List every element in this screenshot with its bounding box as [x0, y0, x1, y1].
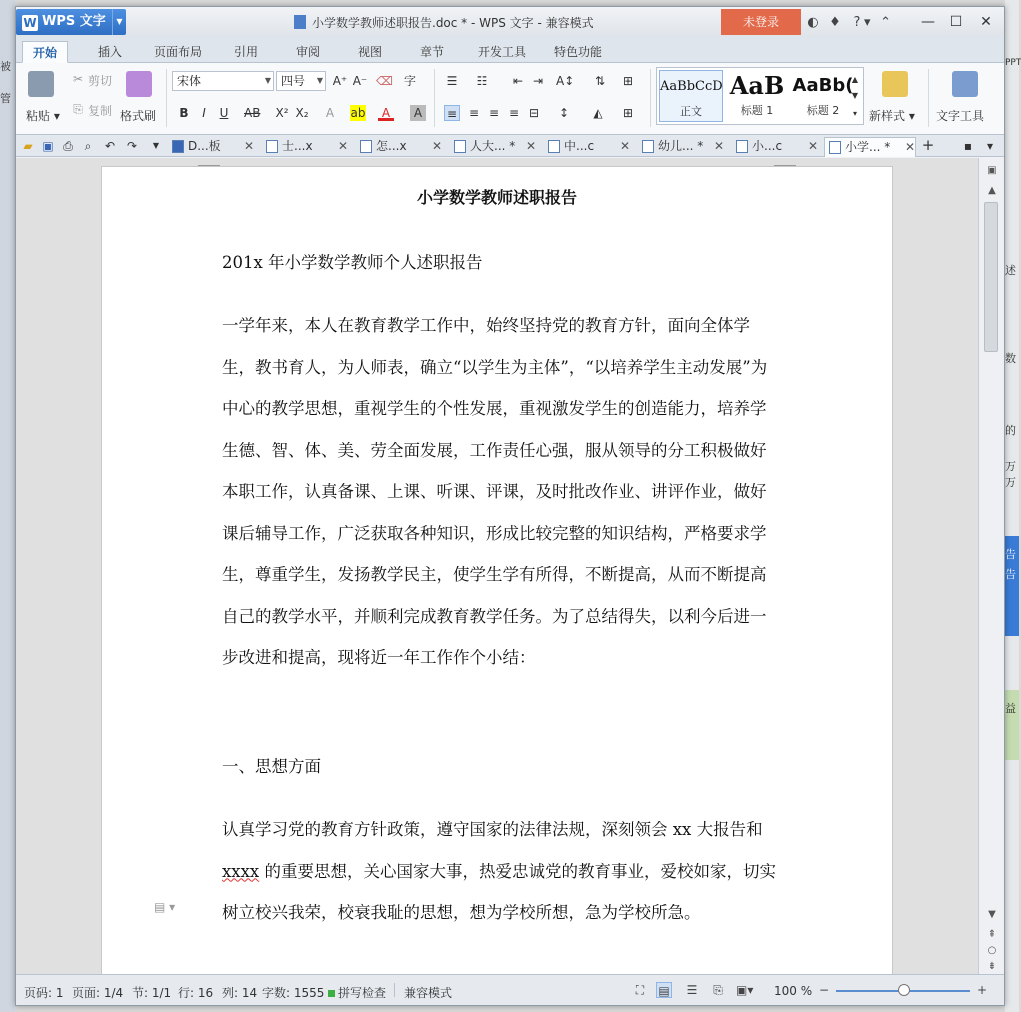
bullets-icon[interactable]: ☰	[446, 74, 458, 88]
text-effect-icon[interactable]: A	[325, 106, 335, 120]
document-paragraph-1: 一学年来，本人在教育教学工作中，始终坚持党的教育方针，面向全体学生，教书育人，为人师表，确立“以学生为主体”，“以培养学生主动发展”为中心的教学思想，重视学生的个性发展，重视激发学生的创造能力，培养学生德、智、体、美、劳全面发展，工作责任心强，服从领导的分工积极做好本职工作，认真备课、上课、听课、评课，及时批改作业、讲评作业，做好课后辅导工作，广泛获取各种知识，形成比较完整的知识结构，严格要求学生，尊重学生，发扬教学民主，使学生学有所得，不断提高，从而不断提高自己的教学水平，并顺利完成教育教学任务。为了总结得失，以利今后进一步改进和提高，现将近一年工作作个小结：	[222, 316, 768, 667]
desktop-text: 被	[0, 60, 11, 73]
open-folder-icon[interactable]: ▰	[23, 139, 33, 153]
status-section[interactable]: 节: 1/1	[132, 986, 172, 1000]
tab-review[interactable]: 审阅	[296, 45, 321, 59]
format-painter-button[interactable]: 格式刷	[120, 109, 157, 123]
doc-tab-label: 中...c	[564, 139, 595, 153]
previous-page-icon[interactable]: ⇞	[987, 929, 997, 940]
desktop-text: 的	[1005, 424, 1016, 437]
document-heading: 小学数学教师述职报告	[416, 188, 577, 207]
wps-window	[15, 6, 1005, 1006]
font-size-value: 四号	[281, 74, 306, 88]
doc-tab[interactable]	[168, 137, 254, 157]
zoom-slider-handle[interactable]	[898, 984, 910, 996]
close-icon[interactable]: ✕	[431, 139, 442, 153]
superscript-icon[interactable]: X²	[275, 106, 289, 120]
wps-app-menu-button[interactable]	[16, 9, 126, 35]
desktop-text: 述	[1005, 264, 1016, 277]
reading-view-icon[interactable]: ▣▾	[736, 983, 754, 997]
desktop-left-strip	[0, 0, 15, 1012]
style-name: 标题 2	[806, 104, 840, 117]
style-heading-2[interactable]	[791, 70, 855, 122]
close-icon[interactable]: ✕	[807, 139, 818, 153]
doc-tab-label: 小...c	[752, 139, 783, 153]
style-sample: AaB	[729, 71, 785, 100]
print-icon[interactable]: ⎙	[63, 139, 73, 153]
align-center-icon[interactable]: ≡	[468, 106, 480, 120]
document-paragraph-2	[222, 809, 780, 934]
vertical-scrollbar[interactable]	[978, 158, 1004, 974]
compat-mode-label: 兼容模式	[404, 986, 453, 1000]
close-icon[interactable]: ✕	[525, 139, 536, 153]
doc-tab[interactable]	[732, 137, 818, 157]
tab-menu-icon[interactable]: ▾	[986, 139, 994, 153]
char-shading-icon[interactable]: A	[410, 105, 426, 121]
status-words[interactable]: 字数: 1555	[262, 986, 325, 1000]
ribbon-separator	[928, 69, 929, 127]
tab-page-layout[interactable]: 页面布局	[154, 45, 203, 59]
spell-check-toggle[interactable]	[328, 984, 386, 1001]
new-tab-icon[interactable]: +	[921, 136, 935, 154]
minimize-icon[interactable]: —	[921, 14, 935, 30]
tab-special[interactable]: 特色功能	[554, 45, 603, 59]
document-icon	[294, 15, 306, 29]
help-button[interactable]: ? ▾	[850, 15, 871, 30]
desktop-text: 告	[1005, 568, 1016, 581]
maximize-icon[interactable]: ☐	[949, 14, 963, 30]
tab-references[interactable]: 引用	[234, 45, 259, 59]
desktop-text: 益	[1005, 702, 1016, 715]
page-view-icon[interactable]: ▤	[656, 982, 672, 998]
skin-icon[interactable]: ◐	[807, 14, 819, 30]
document-icon	[548, 140, 560, 153]
document-icon	[172, 140, 184, 153]
align-left-icon[interactable]: ≡	[444, 105, 460, 121]
tab-chapter[interactable]: 章节	[420, 45, 445, 59]
close-icon[interactable]: ✕	[713, 139, 724, 153]
close-icon[interactable]: ✕	[980, 14, 992, 30]
numbering-icon[interactable]: ☷	[476, 74, 488, 88]
document-icon	[266, 140, 278, 153]
doc-tab-active[interactable]	[824, 137, 916, 157]
document-icon	[736, 140, 748, 153]
align-right-icon[interactable]: ≡	[488, 106, 500, 120]
status-row[interactable]: 行: 16	[178, 986, 214, 1000]
desktop-text: 万	[1005, 460, 1016, 473]
document-icon	[454, 140, 466, 153]
document-tab-bar	[16, 135, 1004, 157]
cut-button[interactable]: 剪切	[88, 74, 113, 88]
line-spacing-icon[interactable]: ↕	[558, 106, 570, 120]
shirt-icon[interactable]: ♦	[829, 14, 841, 30]
style-more-icon[interactable]: ▾	[852, 109, 857, 118]
chevron-down-icon: ▼	[316, 76, 323, 85]
spell-check-label: 拼写检查	[338, 986, 387, 1000]
window-title-text: 小学数学教师述职报告.doc * - WPS 文字 - 兼容模式	[312, 16, 594, 30]
distributed-icon[interactable]: ⊟	[528, 106, 540, 120]
doc-tab[interactable]	[638, 137, 724, 157]
style-sample: AaBbCcD	[660, 79, 723, 94]
app-button-label: WPS 文字	[42, 14, 106, 29]
copy-icon[interactable]: ⎘	[73, 102, 83, 116]
undo-icon[interactable]: ↶	[104, 139, 116, 153]
tab-list-icon[interactable]: ▪	[963, 139, 973, 153]
doc-tab[interactable]	[262, 137, 348, 157]
doc-tab-label: 士...x	[282, 139, 313, 153]
collapse-ribbon-icon[interactable]: ⌃	[880, 14, 891, 30]
format-painter-icon[interactable]	[126, 71, 152, 97]
decrease-indent-icon[interactable]: ⇤	[512, 74, 524, 88]
status-separator	[394, 983, 395, 997]
increase-indent-icon[interactable]: ⇥	[532, 74, 544, 88]
zoom-level[interactable]: 100 %	[774, 984, 813, 998]
split-view-icon[interactable]: ▣	[987, 165, 997, 176]
text-direction-icon[interactable]: A↕	[556, 74, 575, 88]
scroll-up-icon[interactable]: ▲	[988, 185, 996, 196]
ribbon-separator	[650, 69, 651, 127]
bold-icon[interactable]: B	[179, 106, 189, 120]
chevron-down-icon: ▼	[264, 76, 271, 85]
clear-format-icon[interactable]: ⌫	[376, 74, 393, 88]
scissors-icon[interactable]: ✂	[72, 72, 84, 86]
phonetic-icon[interactable]: 字	[403, 74, 416, 88]
scroll-down-icon[interactable]: ▼	[988, 909, 996, 920]
status-bar	[16, 974, 1004, 1005]
paragraph-text: 认真学习党的教育方针政策，遵守国家的法律法规，深刻领会 xx 大报告和	[222, 820, 763, 839]
next-page-icon[interactable]: ⇟	[987, 961, 997, 972]
style-normal[interactable]	[659, 70, 723, 122]
document-page[interactable]	[101, 166, 893, 996]
paragraph-layout-icon[interactable]: ▤ ▾	[154, 900, 176, 914]
text-tools-button[interactable]: 文字工具	[936, 109, 985, 123]
spelling-error-text: xxxx	[222, 861, 260, 881]
browse-object-icon[interactable]: ○	[987, 945, 997, 956]
copy-button[interactable]: 复制	[88, 104, 113, 118]
margin-corner	[198, 165, 220, 166]
save-icon[interactable]: ▣	[42, 139, 54, 153]
italic-icon[interactable]: I	[202, 106, 206, 120]
style-scroll-up-icon[interactable]: ▲	[851, 75, 859, 84]
sort-icon[interactable]: ⇅	[594, 74, 606, 88]
status-col[interactable]: 列: 14	[222, 986, 258, 1000]
scroll-thumb[interactable]	[984, 202, 998, 352]
fullscreen-icon[interactable]: ⛶	[635, 983, 645, 997]
subscript-icon[interactable]: X₂	[295, 106, 309, 120]
zoom-in-icon[interactable]: +	[976, 983, 988, 997]
doc-tab[interactable]	[356, 137, 442, 157]
quick-access-more-icon[interactable]: ▼	[152, 141, 160, 150]
help-label: ?	[853, 14, 861, 30]
new-style-label: 新样式	[869, 109, 906, 123]
chevron-down-icon[interactable]: ▼	[112, 9, 126, 35]
window-title	[294, 14, 594, 31]
close-icon[interactable]: ✕	[243, 139, 254, 153]
redo-icon[interactable]: ↷	[126, 139, 138, 153]
style-sample: AaBb(	[792, 75, 854, 96]
tab-insert[interactable]: 插入	[98, 45, 123, 59]
desktop-text: 告	[1005, 548, 1016, 561]
status-page[interactable]: 页码: 1	[24, 986, 64, 1000]
ribbon-home	[16, 63, 1004, 135]
shading-icon[interactable]: ◭	[593, 106, 603, 120]
doc-tab-label: 人大... *	[470, 139, 516, 153]
paste-icon[interactable]	[28, 71, 54, 97]
spell-check-icon	[328, 990, 335, 997]
font-size-select[interactable]	[276, 71, 326, 91]
paste-label: 粘贴	[26, 109, 51, 123]
desktop-text: 万	[1005, 476, 1016, 489]
style-name: 标题 1	[740, 104, 774, 117]
font-color-icon[interactable]: A	[378, 105, 394, 121]
doc-tab[interactable]	[450, 137, 536, 157]
grow-font-icon[interactable]: A⁺	[332, 74, 348, 88]
document-icon	[360, 140, 372, 153]
print-preview-icon[interactable]: ⌕	[84, 139, 92, 153]
desktop-text: 数	[1005, 352, 1016, 365]
title-bar	[16, 7, 1004, 37]
web-view-icon[interactable]: ⎘	[713, 983, 723, 997]
new-style-icon[interactable]	[882, 71, 908, 97]
wps-logo-icon: W	[23, 16, 37, 30]
close-icon[interactable]: ✕	[619, 139, 630, 153]
desktop-text: PPT	[1005, 58, 1021, 68]
tab-developer[interactable]: 开发工具	[478, 45, 527, 59]
ribbon-separator	[434, 69, 435, 127]
doc-tab-label: 怎...x	[376, 139, 407, 153]
shrink-font-icon[interactable]: A⁻	[352, 74, 368, 88]
document-icon	[642, 140, 654, 153]
document-subtitle: 201x 年小学数学教师个人述职报告	[222, 253, 483, 272]
margin-corner	[774, 165, 796, 166]
font-name-select[interactable]	[172, 71, 274, 91]
style-heading-1[interactable]	[725, 70, 789, 122]
text-tools-icon[interactable]	[952, 71, 978, 97]
close-icon[interactable]: ✕	[904, 140, 915, 154]
document-canvas	[16, 158, 978, 974]
paragraph-text: 的重要思想，关心国家大事，热爱忠诚党的教育事业，爱校如家，切实树立校兴我荣，校衰我耻的思想，想为学校所想，急为学校所急。	[222, 861, 776, 922]
justify-icon[interactable]: ≡	[508, 106, 520, 120]
desktop-right-strip	[1005, 0, 1019, 1012]
style-name: 正文	[680, 105, 702, 118]
close-icon[interactable]: ✕	[337, 139, 348, 153]
table-icon[interactable]: ⊞	[622, 74, 634, 88]
style-scroll-down-icon[interactable]: ▼	[851, 91, 859, 100]
tab-home[interactable]: 开始	[22, 41, 68, 63]
underline-icon[interactable]: U	[219, 106, 229, 120]
doc-tab-label: D...板	[188, 139, 221, 153]
outline-view-icon[interactable]: ☰	[686, 983, 698, 997]
title-bar-icons	[806, 12, 893, 32]
new-style-button[interactable]: 新样式 ▾	[869, 109, 915, 123]
desktop-text: 管	[0, 92, 11, 105]
style-gallery	[656, 67, 864, 125]
section-heading-1: 一、思想方面	[222, 757, 321, 776]
document-icon	[829, 141, 841, 154]
paste-button[interactable]: 粘贴 ▾	[26, 109, 60, 123]
zoom-out-icon[interactable]: −	[818, 983, 830, 997]
borders-icon[interactable]: ⊞	[622, 106, 634, 120]
strikethrough-icon[interactable]: AB	[244, 106, 261, 120]
ribbon-separator	[166, 69, 167, 127]
login-button[interactable]: 未登录	[721, 9, 801, 35]
tab-view[interactable]: 视图	[358, 45, 383, 59]
font-name-value: 宋体	[177, 74, 202, 88]
doc-tab[interactable]	[544, 137, 630, 157]
ribbon-tabs	[16, 37, 1004, 63]
highlight-icon[interactable]: ab	[350, 106, 366, 120]
status-pages[interactable]: 页面: 1/4	[72, 986, 124, 1000]
doc-tab-label: 小学... *	[845, 140, 891, 154]
doc-tab-label: 幼儿... *	[658, 139, 704, 153]
